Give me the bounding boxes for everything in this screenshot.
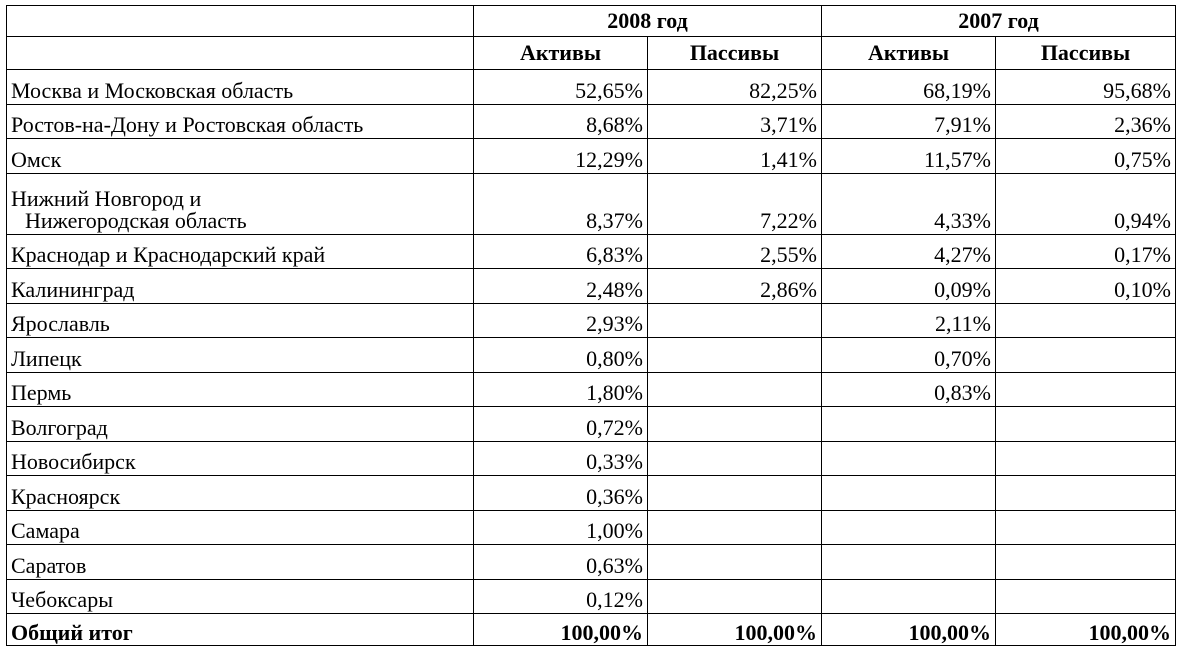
assets-2007-header: Активы [822, 37, 996, 70]
assets-2008-cell: 0,80% [474, 338, 648, 373]
table-row [7, 407, 1176, 442]
total-assets-2008: 100,00% [474, 614, 648, 646]
table-row [7, 269, 1176, 304]
table-row [7, 476, 1176, 511]
assets-2007-cell [822, 545, 996, 580]
liabilities-2007-cell: 2,36% [996, 104, 1176, 139]
region-cell: Пермь [7, 372, 474, 407]
assets-2008-header: Активы [474, 37, 648, 70]
assets-2008-cell: 52,65% [474, 70, 648, 105]
assets-2008-cell: 0,63% [474, 545, 648, 580]
table-row [7, 441, 1176, 476]
liabilities-2008-cell: 2,86% [648, 269, 822, 304]
table-row [7, 338, 1176, 373]
assets-2007-cell: 4,33% [822, 173, 996, 234]
region-cell: Новосибирск [7, 441, 474, 476]
region-cell: Самара [7, 510, 474, 545]
year-2007-header: 2007 год [822, 6, 1176, 37]
region-cell: Красноярск [7, 476, 474, 511]
assets-2008-cell: 6,83% [474, 234, 648, 269]
liabilities-2007-cell: 0,10% [996, 269, 1176, 304]
assets-2007-cell [822, 510, 996, 545]
assets-2008-cell: 0,36% [474, 476, 648, 511]
assets-2008-cell: 0,33% [474, 441, 648, 476]
total-liabilities-2008: 100,00% [648, 614, 822, 646]
total-liabilities-2007: 100,00% [996, 614, 1176, 646]
year-header-row [7, 6, 1176, 37]
region-cell: Омск [7, 139, 474, 174]
liabilities-2008-header: Пассивы [648, 37, 822, 70]
liabilities-2008-cell [648, 338, 822, 373]
table-row [7, 579, 1176, 614]
table-row [7, 139, 1176, 174]
liabilities-2008-cell: 3,71% [648, 104, 822, 139]
liabilities-2007-cell [996, 372, 1176, 407]
assets-2008-cell: 0,72% [474, 407, 648, 442]
assets-2007-cell: 11,57% [822, 139, 996, 174]
liabilities-2007-cell [996, 441, 1176, 476]
assets-2007-cell: 0,83% [822, 372, 996, 407]
assets-2007-cell: 2,11% [822, 303, 996, 338]
liabilities-2008-cell [648, 476, 822, 511]
assets-2008-cell: 8,37% [474, 173, 648, 234]
liabilities-2007-cell: 0,75% [996, 139, 1176, 174]
liabilities-2008-cell [648, 407, 822, 442]
liabilities-2008-cell [648, 510, 822, 545]
liabilities-2007-cell [996, 510, 1176, 545]
table-row [7, 173, 1176, 234]
liabilities-2008-cell [648, 545, 822, 580]
liabilities-2007-cell [996, 303, 1176, 338]
liabilities-2007-cell [996, 407, 1176, 442]
assets-2008-cell: 2,48% [474, 269, 648, 304]
liabilities-2007-cell [996, 579, 1176, 614]
assets-2007-cell: 0,09% [822, 269, 996, 304]
liabilities-2008-cell [648, 441, 822, 476]
region-cell: Калининград [7, 269, 474, 304]
table-row [7, 303, 1176, 338]
region-line-2: Нижегородская область [25, 207, 247, 233]
table-row [7, 70, 1176, 105]
total-row [7, 614, 1176, 646]
year-2008-header: 2008 год [474, 6, 822, 37]
liabilities-2008-cell [648, 303, 822, 338]
liabilities-2008-cell: 82,25% [648, 70, 822, 105]
table-row [7, 545, 1176, 580]
total-label: Общий итог [7, 614, 474, 646]
column-header-row [7, 37, 1176, 70]
region-cell: Краснодар и Краснодарский край [7, 234, 474, 269]
table-row [7, 104, 1176, 139]
assets-2007-cell [822, 579, 996, 614]
table-row [7, 234, 1176, 269]
region-cell [7, 173, 474, 234]
assets-2007-cell [822, 407, 996, 442]
region-cell: Липецк [7, 338, 474, 373]
region-cell: Волгоград [7, 407, 474, 442]
liabilities-2008-cell [648, 372, 822, 407]
region-cell: Чебоксары [7, 579, 474, 614]
assets-2008-cell: 1,00% [474, 510, 648, 545]
region-cell: Саратов [7, 545, 474, 580]
liabilities-2008-cell: 7,22% [648, 173, 822, 234]
liabilities-2007-cell: 0,94% [996, 173, 1176, 234]
table-row [7, 372, 1176, 407]
liabilities-2008-cell: 2,55% [648, 234, 822, 269]
assets-2007-cell: 7,91% [822, 104, 996, 139]
assets-2007-cell: 0,70% [822, 338, 996, 373]
assets-2008-cell: 8,68% [474, 104, 648, 139]
liabilities-2007-cell [996, 338, 1176, 373]
liabilities-2008-cell [648, 579, 822, 614]
liabilities-2007-cell [996, 545, 1176, 580]
liabilities-2008-cell: 1,41% [648, 139, 822, 174]
total-assets-2007: 100,00% [822, 614, 996, 646]
region-line-1: Нижний Новгород и [11, 185, 202, 211]
table-row [7, 510, 1176, 545]
header-blank-cell [7, 6, 474, 37]
header-blank-cell [7, 37, 474, 70]
assets-2007-cell [822, 476, 996, 511]
assets-2008-cell: 1,80% [474, 372, 648, 407]
region-cell: Ростов-на-Дону и Ростовская область [7, 104, 474, 139]
assets-2007-cell [822, 441, 996, 476]
liabilities-2007-cell: 95,68% [996, 70, 1176, 105]
assets-2007-cell: 68,19% [822, 70, 996, 105]
regional-distribution-table [6, 5, 1176, 646]
assets-2008-cell: 2,93% [474, 303, 648, 338]
assets-2008-cell: 0,12% [474, 579, 648, 614]
assets-2008-cell: 12,29% [474, 139, 648, 174]
region-cell: Ярославль [7, 303, 474, 338]
liabilities-2007-cell [996, 476, 1176, 511]
assets-2007-cell: 4,27% [822, 234, 996, 269]
liabilities-2007-header: Пассивы [996, 37, 1176, 70]
liabilities-2007-cell: 0,17% [996, 234, 1176, 269]
region-cell: Москва и Московская область [7, 70, 474, 105]
